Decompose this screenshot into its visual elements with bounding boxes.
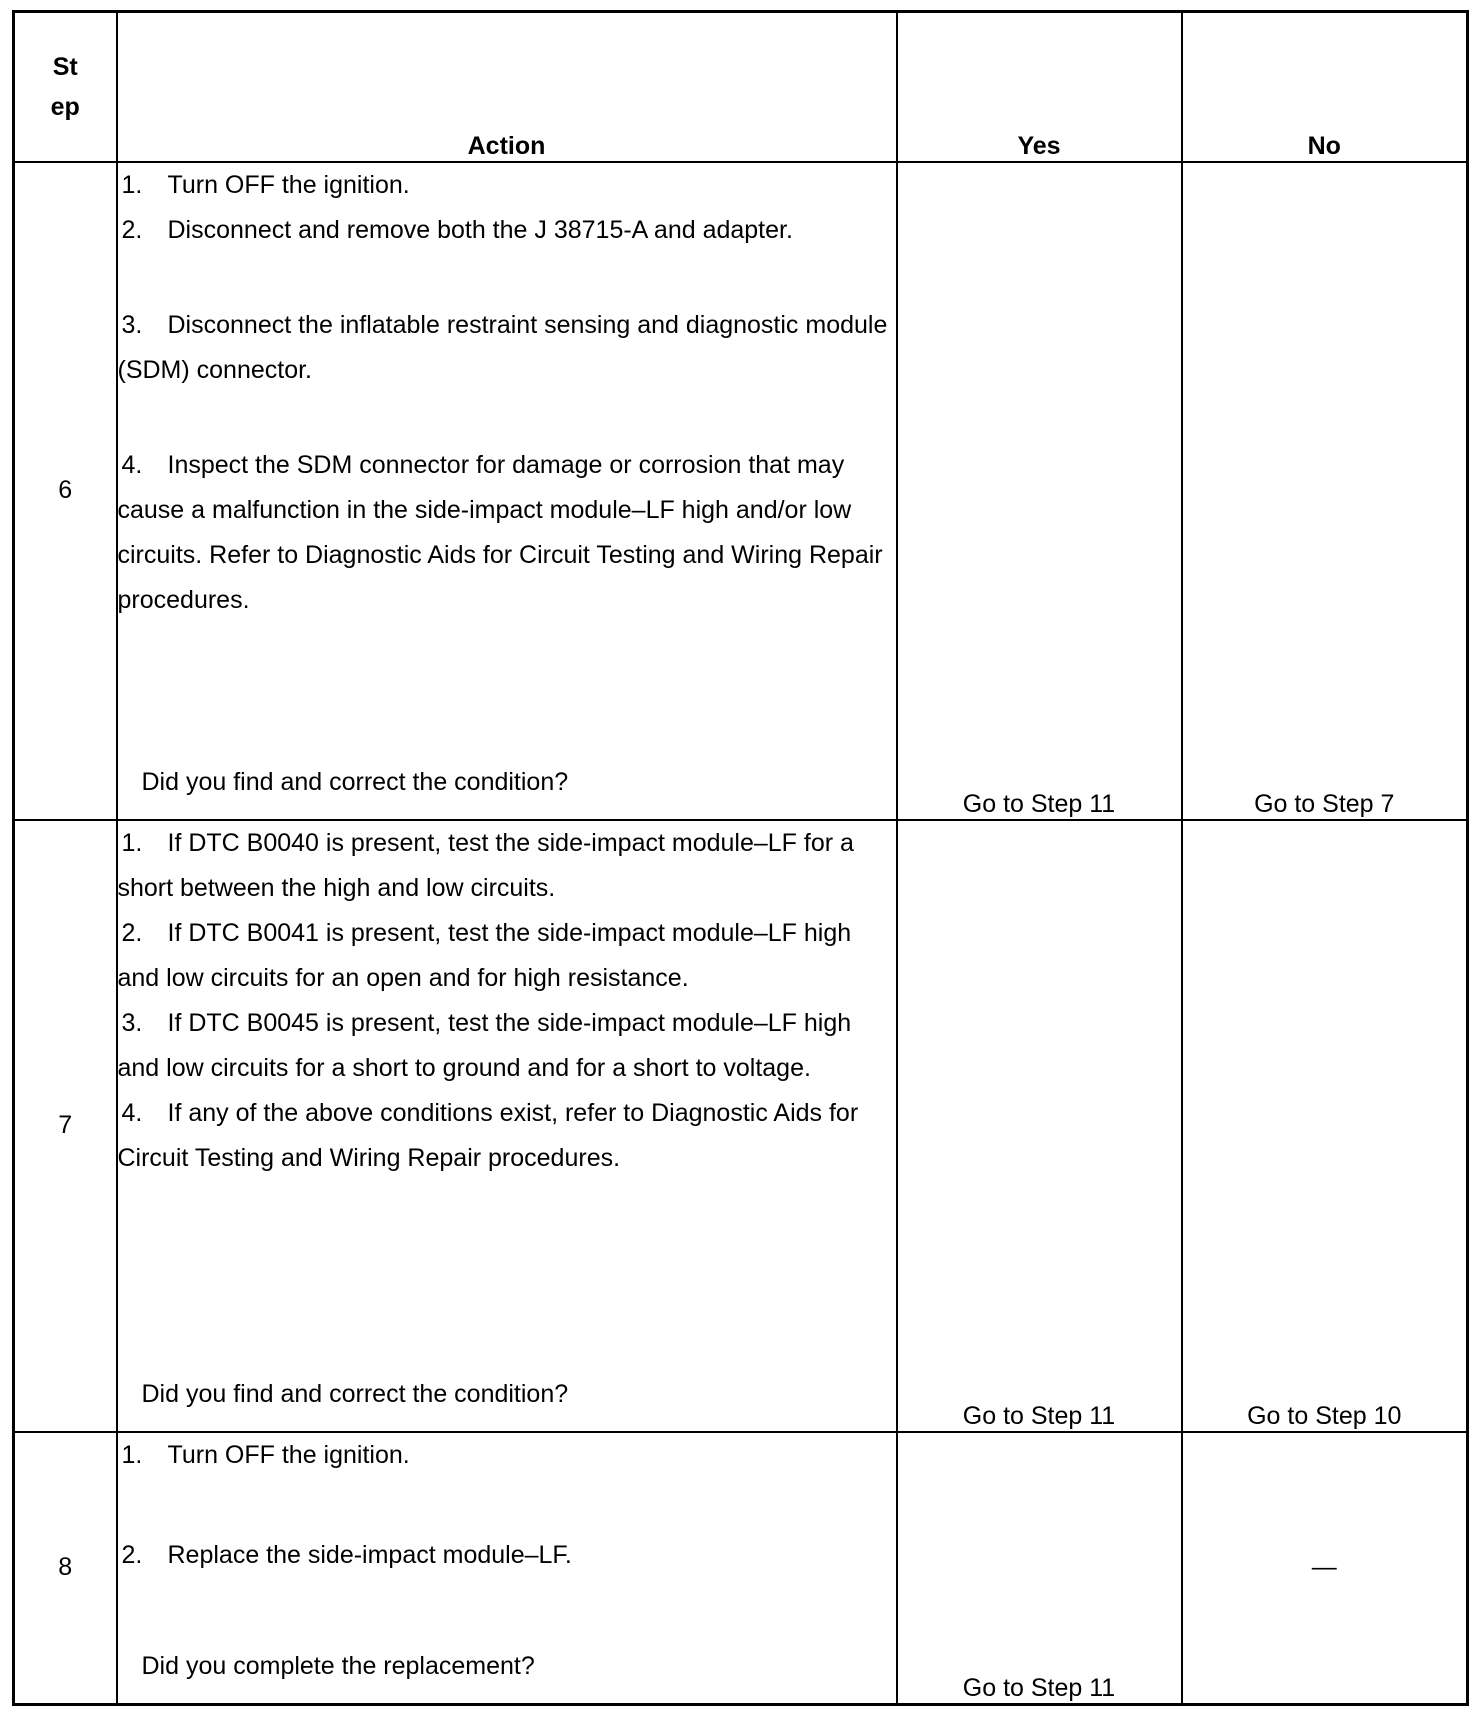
- action-step-text: If DTC B0041 is present, test the side-impact module–LF high and low circuits for an open and for high resistance.: [117, 918, 852, 992]
- header-row: [14, 12, 1468, 162]
- action-step-number: 1.: [121, 828, 143, 857]
- no-outcome: Go to Step 7: [1182, 162, 1468, 820]
- yes-outcome: Go to Step 11: [897, 820, 1182, 1432]
- action-cell: [117, 162, 897, 820]
- diagnostic-table-page: [12, 10, 1466, 1703]
- action-step-number: 3.: [121, 1008, 143, 1037]
- header-step: [14, 12, 117, 162]
- action-step: [118, 1091, 896, 1181]
- header-action: Action: [117, 12, 897, 162]
- action-step-number: 2.: [121, 215, 143, 244]
- action-question: Did you complete the replacement?: [141, 1652, 535, 1680]
- action-step: [118, 208, 896, 253]
- action-step-text: If any of the above conditions exist, refer to Diagnostic Aids for Circuit Testing and Wiring Repair procedures.: [117, 1098, 859, 1172]
- table-row-step-8: [14, 1432, 1468, 1705]
- no-outcome: Go to Step 10: [1182, 820, 1468, 1432]
- action-step-number: 2.: [121, 918, 143, 947]
- table-row-step-7: [14, 820, 1468, 1432]
- action-step-text: Inspect the SDM connector for damage or corrosion that may cause a malfunction in the side-impact module–LF high and/or low circuits. Refer to Diagnostic Aids for Circuit Testing and Wiring Repair procedures.: [117, 450, 883, 614]
- action-step-text: Turn OFF the ignition.: [167, 170, 410, 199]
- action-step: [118, 1001, 896, 1091]
- action-step: [118, 911, 896, 1001]
- action-step-number: 4.: [121, 450, 143, 479]
- action-step-number: 1.: [121, 1440, 143, 1469]
- action-step-text: Turn OFF the ignition.: [167, 1440, 410, 1469]
- action-step-text: If DTC B0040 is present, test the side-impact module–LF for a short between the high and low circuits.: [117, 828, 854, 902]
- header-step-line1: St: [52, 52, 78, 81]
- action-step: [118, 1433, 896, 1478]
- header-no: No: [1182, 12, 1468, 162]
- action-step-number: 4.: [121, 1098, 143, 1127]
- action-steps: [118, 163, 896, 623]
- yes-outcome: Go to Step 11: [897, 162, 1182, 820]
- action-step-text: Disconnect the inflatable restraint sensing and diagnostic module (SDM) connector.: [117, 310, 888, 384]
- yes-outcome: Go to Step 11: [897, 1432, 1182, 1705]
- action-step-number: 2.: [121, 1540, 143, 1569]
- action-step: [118, 821, 896, 911]
- table-row-step-6: [14, 162, 1468, 820]
- action-step-text: If DTC B0045 is present, test the side-impact module–LF high and low circuits for a short to ground and for a short to voltage.: [117, 1008, 852, 1082]
- action-steps: [118, 1433, 896, 1578]
- action-step-text: Disconnect and remove both the J 38715-A and adapter.: [167, 215, 793, 244]
- action-step: [118, 163, 896, 208]
- header-yes: Yes: [897, 12, 1182, 162]
- step-number: 6: [14, 162, 117, 820]
- step-number: 7: [14, 820, 117, 1432]
- action-step-number: 1.: [121, 170, 143, 199]
- action-step-text: Replace the side-impact module–LF.: [167, 1540, 572, 1569]
- action-steps: [118, 821, 896, 1181]
- action-cell: [117, 820, 897, 1432]
- diagnostic-table: [12, 10, 1469, 1706]
- action-cell: [117, 1432, 897, 1705]
- action-question: Did you find and correct the condition?: [141, 1379, 569, 1408]
- step-number: 8: [14, 1432, 117, 1705]
- header-step-line2: ep: [50, 92, 80, 121]
- action-step: [118, 1533, 896, 1578]
- no-outcome: —: [1182, 1432, 1468, 1705]
- action-step-number: 3.: [121, 310, 143, 339]
- action-step: [118, 443, 896, 623]
- action-step: [118, 303, 896, 393]
- action-question: Did you find and correct the condition?: [141, 767, 569, 796]
